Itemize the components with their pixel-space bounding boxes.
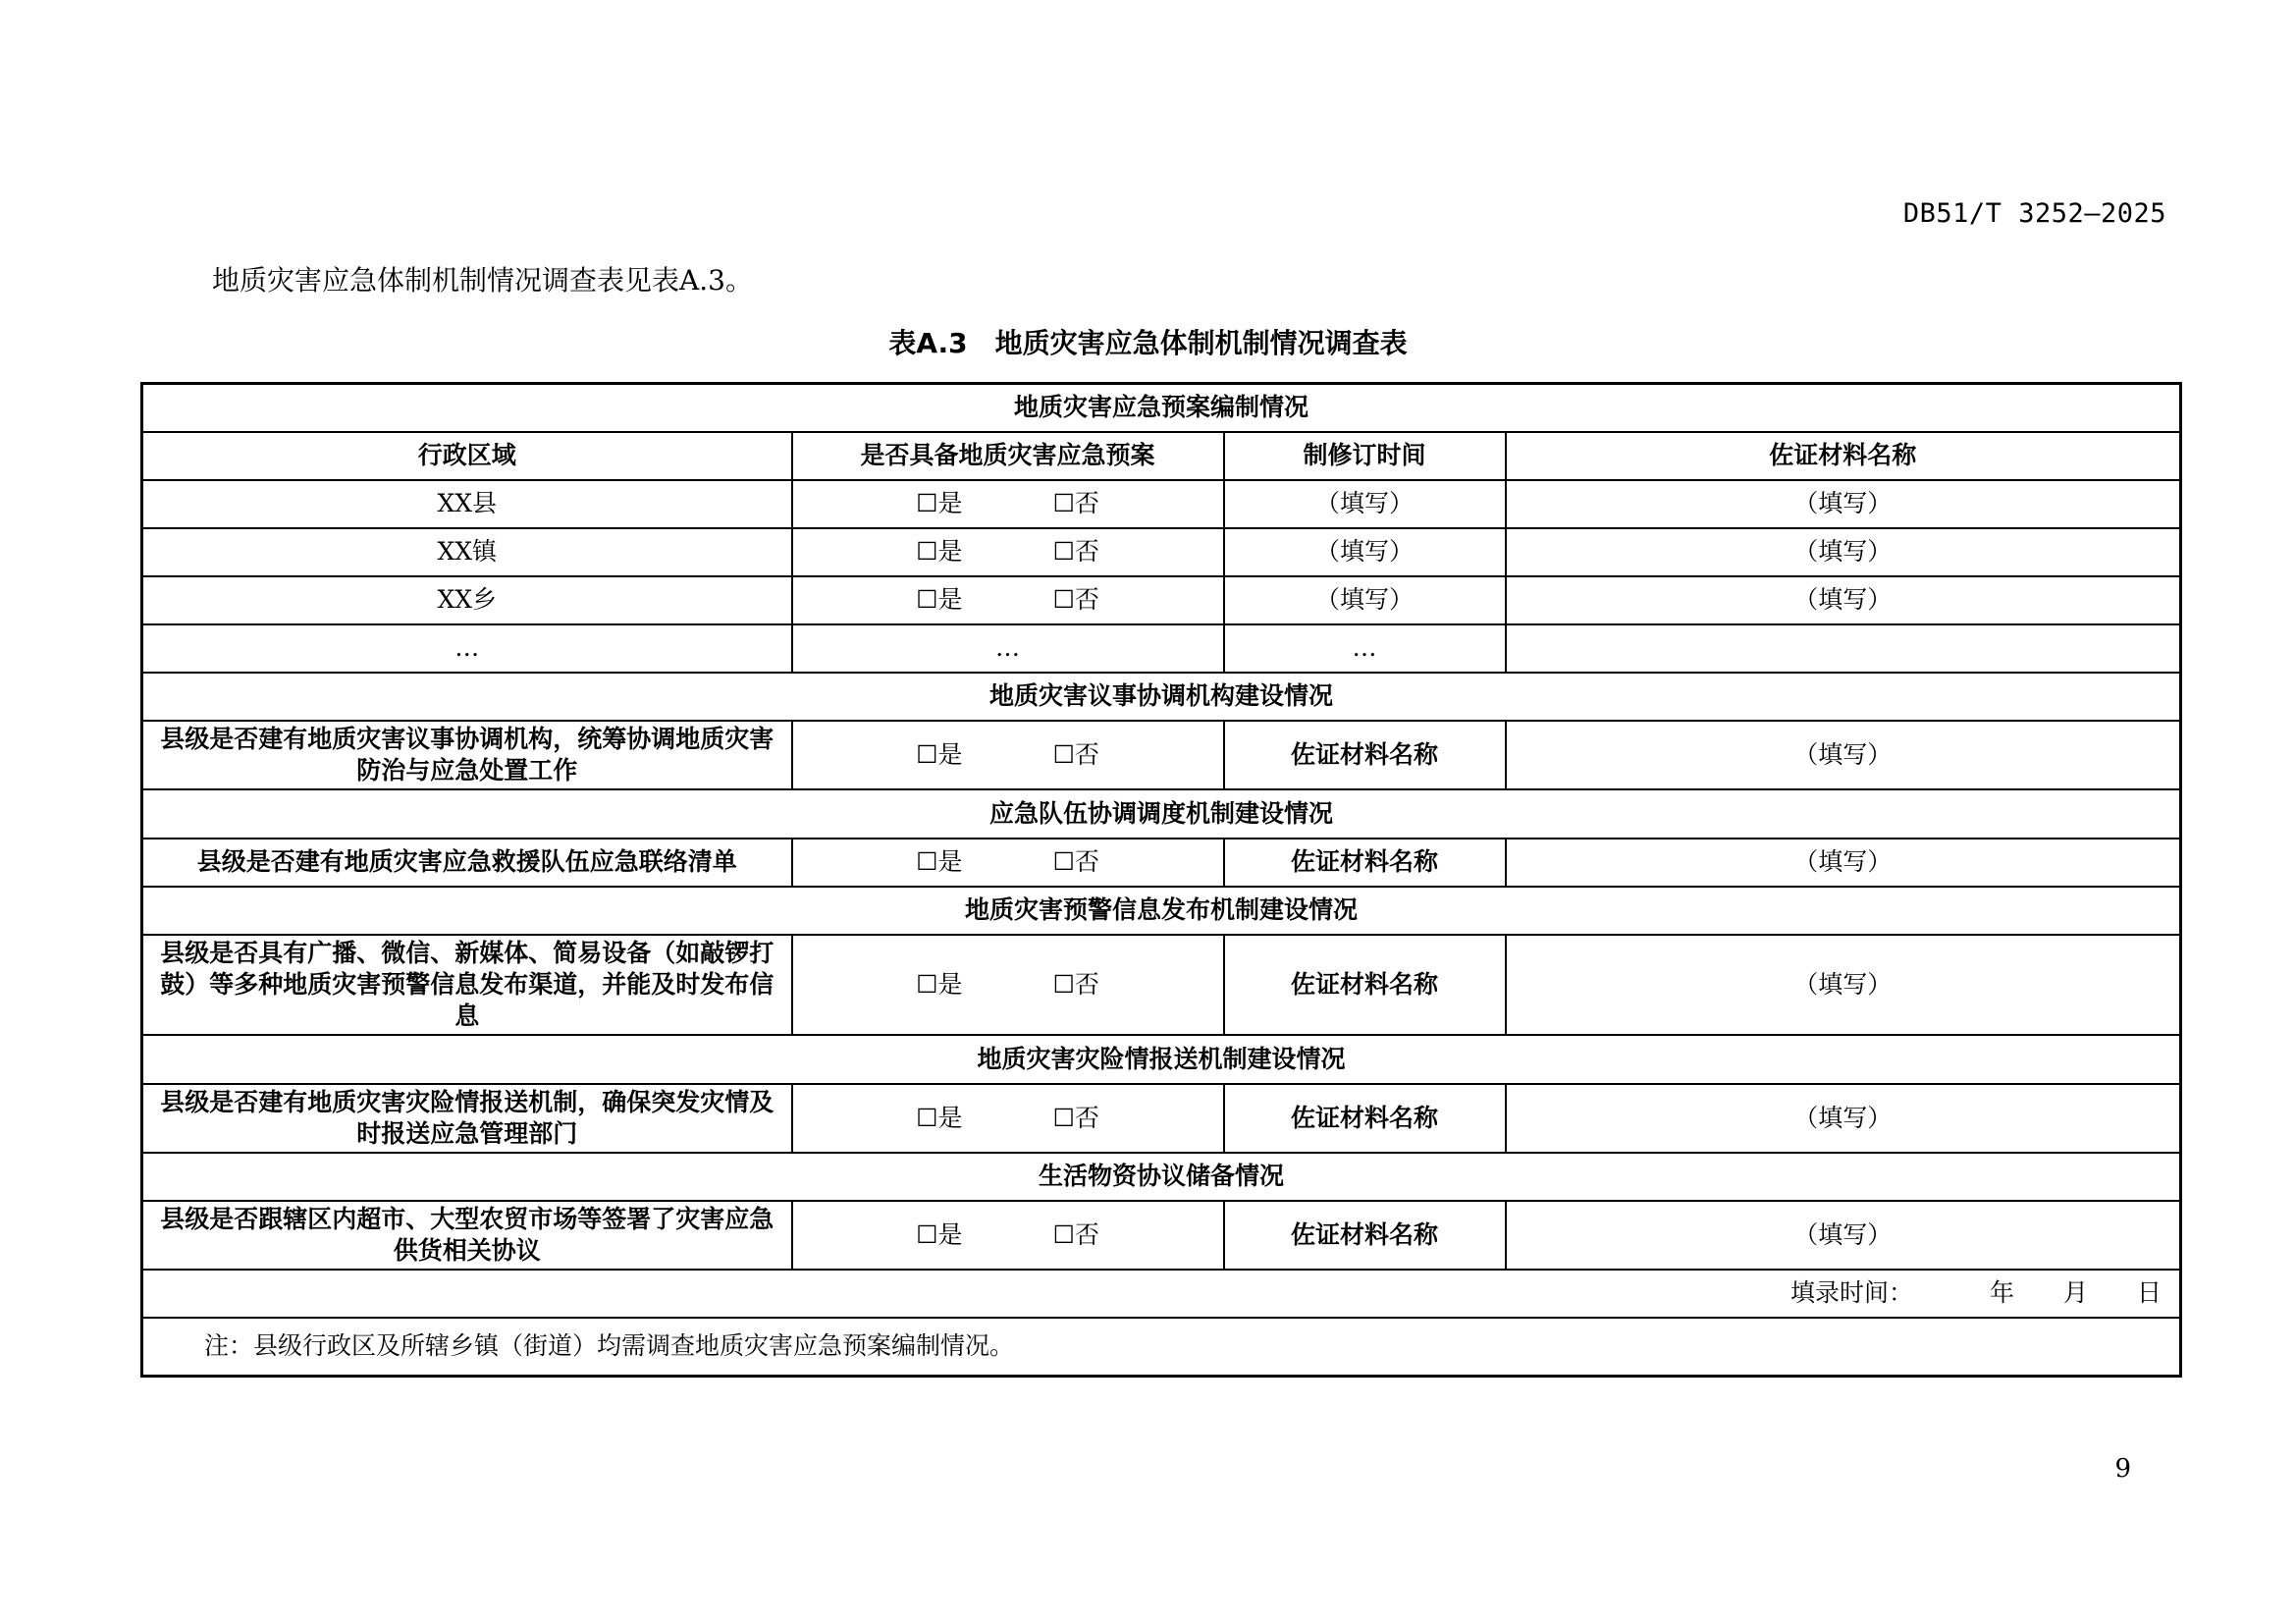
fill-date-label: 填录时间： [1789, 1278, 1913, 1307]
evidence-cell[interactable]: （填写） [1506, 839, 2181, 887]
yes-no-checkboxes [792, 1201, 1224, 1270]
revision-time-cell[interactable]: （填写） [1224, 576, 1506, 624]
evidence-label: 佐证材料名称 [1224, 1084, 1506, 1153]
question-row [142, 721, 2181, 789]
yes-no-checkboxes [792, 721, 1224, 789]
evidence-label: 佐证材料名称 [1224, 935, 1506, 1035]
question-row [142, 1084, 2181, 1153]
question-cell: 县级是否建有地质灾害应急救援队伍应急联络清单 [142, 839, 792, 887]
yes-checkbox[interactable]: ☐是 [916, 1103, 963, 1132]
yes-no-checkboxes [792, 935, 1224, 1035]
section-header-row [142, 673, 2181, 721]
section-title-warning: 地质灾害预警信息发布机制建设情况 [142, 887, 2181, 935]
table-row [142, 528, 2181, 576]
date-row [142, 1270, 2181, 1318]
column-header-evidence: 佐证材料名称 [1506, 432, 2181, 480]
survey-table [140, 382, 2182, 1378]
yes-checkbox[interactable]: ☐是 [916, 537, 963, 566]
yes-checkbox[interactable]: ☐是 [916, 739, 963, 769]
table-title-text: 地质灾害应急体制机制情况调查表 [994, 327, 1408, 359]
question-cell: 县级是否跟辖区内超市、大型农贸市场等签署了灾害应急供货相关协议 [142, 1201, 792, 1270]
evidence-cell[interactable]: （填写） [1506, 480, 2181, 528]
month-field[interactable]: 月 [2062, 1278, 2088, 1307]
yes-checkbox[interactable]: ☐是 [916, 585, 963, 614]
evidence-cell[interactable]: （填写） [1506, 1201, 2181, 1270]
evidence-label: 佐证材料名称 [1224, 839, 1506, 887]
section-header-row [142, 1035, 2181, 1084]
table-number: 表A.3 [888, 327, 968, 359]
section-title-coordination: 地质灾害议事协调机构建设情况 [142, 673, 2181, 721]
question-row [142, 1201, 2181, 1270]
no-checkbox[interactable]: ☐否 [1052, 1219, 1099, 1249]
no-checkbox[interactable]: ☐否 [1052, 537, 1099, 566]
no-checkbox[interactable]: ☐否 [1052, 489, 1099, 517]
yes-no-checkboxes [792, 1084, 1224, 1153]
column-header-revision-time: 制修订时间 [1224, 432, 1506, 480]
ellipsis-cell: … [142, 624, 792, 673]
evidence-cell[interactable]: （填写） [1506, 528, 2181, 576]
revision-time-cell[interactable]: （填写） [1224, 480, 1506, 528]
question-row [142, 935, 2181, 1035]
section-title-plan: 地质灾害应急预案编制情况 [142, 384, 2181, 432]
day-field[interactable]: 日 [2137, 1278, 2163, 1307]
note-cell: 注：县级行政区及所辖乡镇（街道）均需调查地质灾害应急预案编制情况。 [142, 1318, 2181, 1377]
region-cell: XX县 [142, 480, 792, 528]
yes-checkbox[interactable]: ☐是 [916, 489, 963, 517]
question-row [142, 839, 2181, 887]
region-cell: XX乡 [142, 576, 792, 624]
question-cell: 县级是否建有地质灾害灾险情报送机制，确保突发灾情及时报送应急管理部门 [142, 1084, 792, 1153]
evidence-label: 佐证材料名称 [1224, 721, 1506, 789]
no-checkbox[interactable]: ☐否 [1052, 847, 1099, 876]
year-field[interactable]: 年 [1989, 1278, 2014, 1307]
yes-no-checkboxes [792, 480, 1224, 528]
yes-no-checkboxes [792, 576, 1224, 624]
evidence-cell[interactable]: （填写） [1506, 1084, 2181, 1153]
page-number: 9 [2114, 1454, 2131, 1484]
yes-checkbox[interactable]: ☐是 [916, 969, 963, 999]
no-checkbox[interactable]: ☐否 [1052, 969, 1099, 999]
section-header-row [142, 384, 2181, 432]
evidence-label: 佐证材料名称 [1224, 1201, 1506, 1270]
table-title [0, 322, 2296, 361]
question-cell: 县级是否建有地质灾害议事协调机构，统筹协调地质灾害防治与应急处置工作 [142, 721, 792, 789]
ellipsis-cell: … [792, 624, 1224, 673]
section-header-row [142, 887, 2181, 935]
yes-checkbox[interactable]: ☐是 [916, 1219, 963, 1249]
section-header-row [142, 789, 2181, 839]
document-code: DB51/T 3252—2025 [1902, 198, 2166, 229]
evidence-cell[interactable]: （填写） [1506, 935, 2181, 1035]
column-header-region: 行政区域 [142, 432, 792, 480]
column-header-row [142, 432, 2181, 480]
revision-time-cell[interactable]: （填写） [1224, 528, 1506, 576]
section-title-supplies: 生活物资协议储备情况 [142, 1153, 2181, 1201]
no-checkbox[interactable]: ☐否 [1052, 739, 1099, 769]
ellipsis-cell: … [1224, 624, 1506, 673]
yes-checkbox[interactable]: ☐是 [916, 847, 963, 876]
no-checkbox[interactable]: ☐否 [1052, 1103, 1099, 1132]
table-row [142, 576, 2181, 624]
no-checkbox[interactable]: ☐否 [1052, 585, 1099, 614]
yes-no-checkboxes [792, 839, 1224, 887]
note-row [142, 1318, 2181, 1377]
section-title-report: 地质灾害灾险情报送机制建设情况 [142, 1035, 2181, 1084]
yes-no-checkboxes [792, 528, 1224, 576]
ellipsis-row [142, 624, 2181, 673]
empty-cell [1506, 624, 2181, 673]
region-cell: XX镇 [142, 528, 792, 576]
table-row [142, 480, 2181, 528]
fill-date-cell [142, 1270, 2181, 1318]
section-title-team: 应急队伍协调调度机制建设情况 [142, 789, 2181, 839]
evidence-cell[interactable]: （填写） [1506, 721, 2181, 789]
evidence-cell[interactable]: （填写） [1506, 576, 2181, 624]
section-header-row [142, 1153, 2181, 1201]
question-cell: 县级是否具有广播、微信、新媒体、简易设备（如敲锣打鼓）等多种地质灾害预警信息发布渠道，并能及时发布信息 [142, 935, 792, 1035]
column-header-has-plan: 是否具备地质灾害应急预案 [792, 432, 1224, 480]
intro-text: 地质灾害应急体制机制情况调查表见表A.3。 [212, 264, 753, 297]
